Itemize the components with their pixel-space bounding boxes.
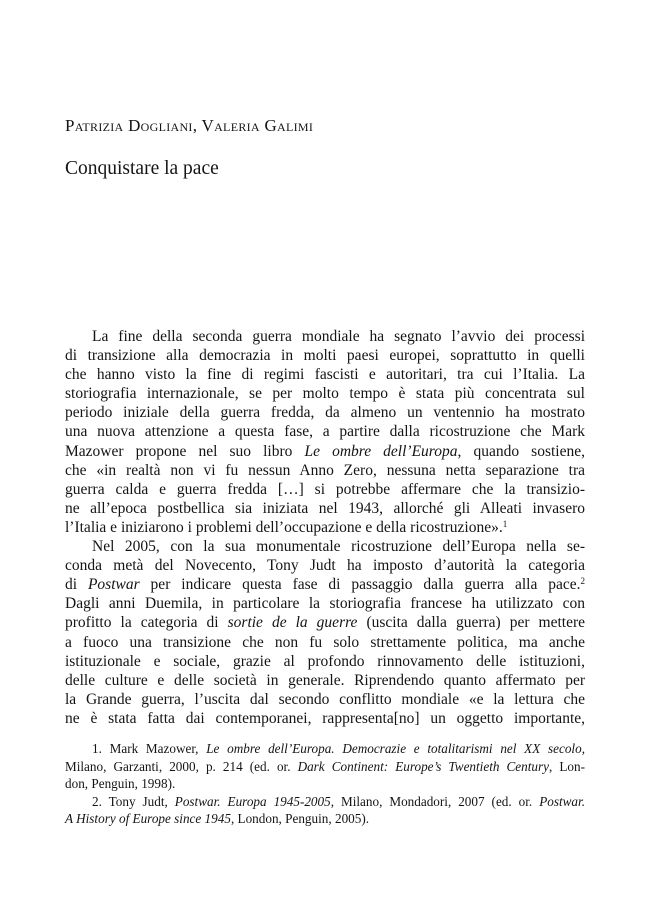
italic-title: A History of Europe since 1945 <box>65 811 231 827</box>
footnote-line: 2. Tony Judt, Postwar. Europa 1945-2005, Milano, Mondadori, 2007 (ed. or. Postwar. <box>92 793 585 809</box>
body-line: Dagli anni Duemila, in particolare la storiografia francese ha utilizzato con <box>65 595 585 613</box>
body-line: Nel 2005, con la sua monumentale ricostruzione dell’Europa nella se- <box>92 538 585 556</box>
footnote-line: 1. Mark Mazower, Le ombre dell’Europa. Democrazie e totalitarismi nel XX secolo, <box>92 741 585 756</box>
italic-term: sortie de la guerre <box>227 614 358 632</box>
footnote-marker: 2 <box>580 576 585 587</box>
body-line: periodo iniziale della guerra fredda, da almeno un ventennio ha mostrato <box>65 404 585 422</box>
body-line: storiografia internazionale, se per molto tempo è stata più concentrata sul <box>65 385 585 403</box>
footnote-marker: 1 <box>502 518 508 529</box>
body-line: Mazower propone nel suo libro Le ombre dell’Europa, quando sostiene, <box>65 442 585 460</box>
body-line: delle culture e delle società in generale. Riprendendo quanto affermato per <box>65 671 585 689</box>
italic-term: Postwar <box>87 576 140 594</box>
body-line: conda metà del Novecento, Tony Judt ha imposto d’autorità la categoria <box>65 557 585 575</box>
footnote-line: Milano, Garzanti, 2000, p. 214 (ed. or. Dark Continent: Europe’s Twentieth Century, Lon- <box>65 758 585 774</box>
footnote-line: don, Penguin, 1998). <box>65 776 176 792</box>
body-line: la Grande guerra, l’uscita dal secondo conflitto mondiale «e la lettura che <box>65 690 585 708</box>
body-line: ne è stata fatta dai contemporanei, rappresenta[no] un oggetto importante, <box>65 709 585 727</box>
body-line: di Postwar per indicare questa fase di passaggio dalla guerra alla pace.$^2$ <box>65 576 585 594</box>
body-line: di transizione alla democrazia in molti paesi europei, soprattutto in quelli <box>65 347 585 365</box>
body-line: a fuoco una transizione che non fu solo strettamente politica, ma anche <box>65 633 585 651</box>
italic-title: Postwar. <box>539 793 585 809</box>
body-text <box>65 327 585 728</box>
footnotes <box>65 740 585 828</box>
footnote-line: A History of Europe since 1945, London, Penguin, 2005). <box>65 811 370 827</box>
body-line: istituzionale e sociale, grazie al profondo rinnovamento delle istituzioni, <box>65 652 585 670</box>
body-line: una nuova attenzione a questa fase, a partire dalla ricostruzione che Mark <box>65 423 585 441</box>
body-line: La fine della seconda guerra mondiale ha segnato l’avvio dei processi <box>92 328 585 345</box>
body-line: ne all’epoca postbellica sia iniziata nel 1943, allorché gli Alleati invasero <box>65 499 585 517</box>
body-line: che hanno visto la fine di regimi fascisti e autoritari, tra cui l’Italia. La <box>65 366 585 384</box>
body-line: l’Italia e iniziarono i problemi dell’occupazione e della ricostruzione».$^1$ <box>65 518 508 536</box>
italic-title: Postwar. Europa 1945-2005 <box>174 793 331 809</box>
body-line: guerra calda e guerra fredda […] si potrebbe affermare che la transizio- <box>65 480 585 498</box>
author-names: Patrizia Dogliani, Valeria Galimi <box>65 116 314 135</box>
italic-title: Le ombre dell’Europa <box>304 442 458 460</box>
italic-title: Le ombre dell’Europa. Democrazie e totalitarismi nel XX secolo <box>206 741 582 756</box>
body-line: profitto la categoria di sortie de la guerre (uscita dalla guerra) per mettere <box>65 614 585 632</box>
chapter-title: Conquistare la pace <box>65 158 219 179</box>
italic-title: Dark Continent: Europe’s Twentieth Century <box>297 758 549 774</box>
body-line: che «in realtà non vi fu nessun Anno Zero, nessuna netta separazione tra <box>65 461 585 479</box>
